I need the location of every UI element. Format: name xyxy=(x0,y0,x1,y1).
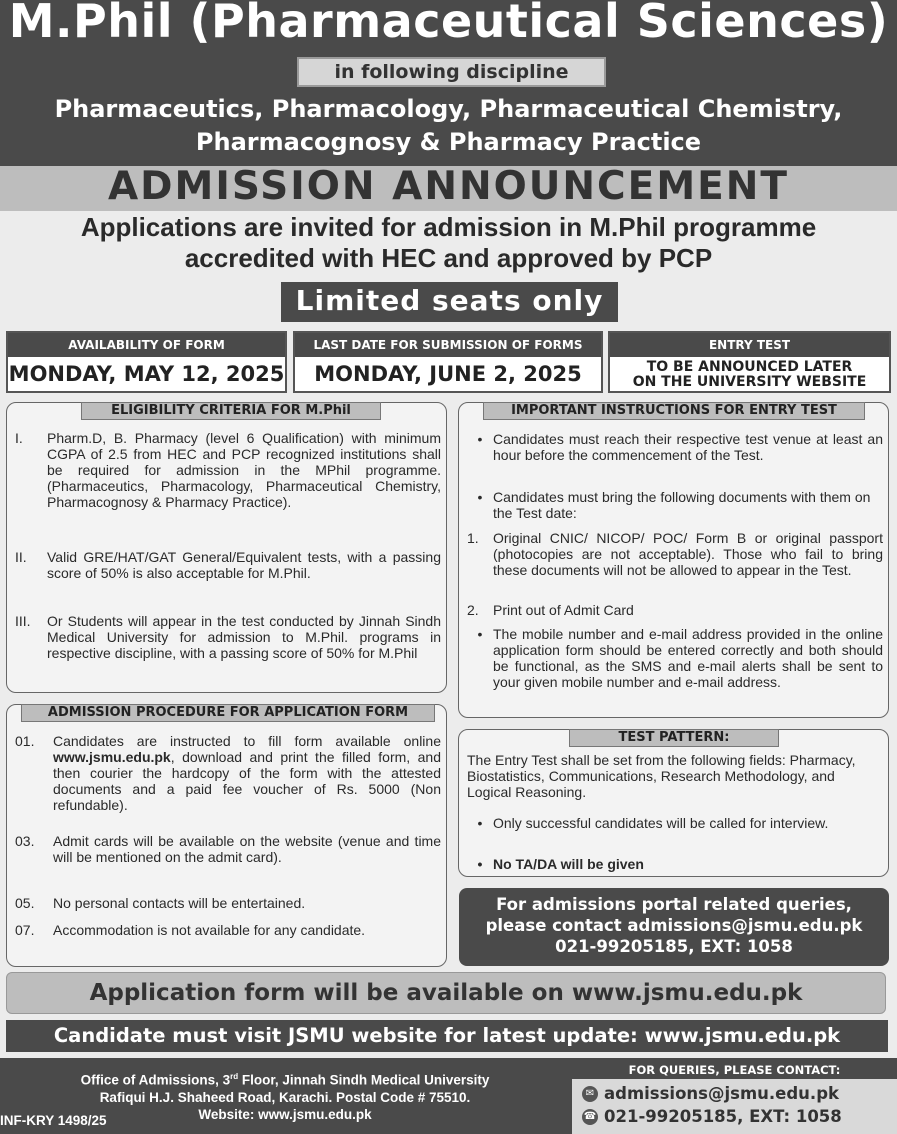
test-pattern-item xyxy=(467,856,883,872)
page-title: M.Phil (Pharmaceutical Sciences) xyxy=(8,0,889,48)
bullet-icon: • xyxy=(477,815,483,831)
instruction-text: The mobile number and e-mail address provided in the online application form should be entered correctly and both should be functional, as the SMS and e-mail alerts shall be sent to your given mobile number and e-mail address. xyxy=(493,626,883,690)
document-number: 2. xyxy=(467,602,479,618)
instruction-text: Candidates must reach their respective test venue at least an hour before the commencement of the Test. xyxy=(493,431,883,463)
queries-email-row[interactable] xyxy=(582,1084,892,1103)
entry-test-label: ENTRY TEST xyxy=(610,333,889,357)
eligibility-item-number: I. xyxy=(15,430,23,446)
queries-phone-row[interactable] xyxy=(582,1107,892,1126)
form-availability-date: MONDAY, MAY 12, 2025 xyxy=(8,362,285,386)
form-availability-box xyxy=(6,331,287,393)
procedure-item xyxy=(15,833,441,865)
test-pattern-item xyxy=(467,815,883,831)
portal-contact-line-3: 021-99205185, EXT: 1058 xyxy=(555,937,793,956)
entry-test-box xyxy=(608,331,891,393)
eligibility-item-text: Or Students will appear in the test conducted by Jinnah Sindh Medical University for admission to M.Phil. programs in respective discipline, with a passing score of 50% for M.Phil xyxy=(47,613,441,661)
bullet-icon: • xyxy=(477,856,483,872)
visit-website-banner: Candidate must visit JSMU website for latest update: www.jsmu.edu.pk xyxy=(6,1020,888,1052)
test-pattern-text: Only successful candidates will be called for interview. xyxy=(493,815,829,831)
procedure-item-text: , download and print the filled form, and then courier the hardcopy of the form with the attested documents and a paid fee voucher of Rs. 5000 (Non refundable). xyxy=(53,749,441,813)
street-address: Rafiqui H.J. Shaheed Road, Karachi. Postal Code # 75510. xyxy=(99,1089,471,1105)
portal-contact-line-2: please contact admissions@jsmu.edu.pk xyxy=(485,916,863,935)
eligibility-item xyxy=(15,613,441,661)
entry-test-value-line-1: TO BE ANNOUNCED LATER xyxy=(646,359,853,375)
test-pattern-intro: The Entry Test shall be set from the following fields: Pharmacy, Biostatistics, Communications, Research Methodology, and Logical Reasoning. xyxy=(467,752,856,800)
procedure-item xyxy=(15,895,441,911)
procedure-item-text: No personal contacts will be entertained. xyxy=(53,895,306,911)
document-item xyxy=(467,530,883,578)
queries-phone[interactable]: 021-99205185, EXT: 1058 xyxy=(604,1107,842,1126)
procedure-item-text: Admit cards will be available on the website (venue and time will be mentioned on the admit card). xyxy=(53,833,441,865)
form-availability-label: AVAILABILITY OF FORM xyxy=(8,333,285,357)
office-line: Floor, Jinnah Sindh Medical University xyxy=(238,1072,490,1088)
eligibility-item-text: Pharm.D, B. Pharmacy (level 6 Qualification) with minimum CGPA of 2.5 from HEC and PCP recognized institutions shall be required for admission in the MPhil programme. (Pharmaceutics, Pharmacology, Pharmaceutical Chemistry, Pharmacognosy & Pharmacy Practice). xyxy=(47,430,441,510)
bullet-icon: • xyxy=(477,431,483,447)
queries-heading: FOR QUERIES, PLEASE CONTACT: xyxy=(572,1061,897,1079)
document-item xyxy=(467,602,883,618)
jsmu-website-link[interactable]: www.jsmu.edu.pk xyxy=(53,749,171,765)
eligibility-item-text: Valid GRE/HAT/GAT General/Equivalent tests, with a passing score of 50% is also acceptable for M.Phil. xyxy=(47,549,441,581)
procedure-item-number: 03. xyxy=(15,833,35,849)
procedure-heading: ADMISSION PROCEDURE FOR APPLICATION FORM xyxy=(21,704,435,722)
bullet-icon: • xyxy=(477,626,483,642)
procedure-item-text: Accommodation is not available for any candidate. xyxy=(53,922,366,938)
bullet-icon: • xyxy=(477,489,483,505)
floor-suffix: rd xyxy=(230,1072,239,1081)
footer-website[interactable]: Website: www.jsmu.edu.pk xyxy=(198,1106,372,1122)
submission-deadline-date: MONDAY, JUNE 2, 2025 xyxy=(314,362,582,386)
disciplines-line-2: Pharmacognosy & Pharmacy Practice xyxy=(195,128,702,156)
entry-test-instructions-panel xyxy=(458,402,889,718)
invite-line-2: accredited with HEC and approved by PCP xyxy=(184,243,713,273)
procedure-panel xyxy=(6,704,447,967)
submission-deadline-label: LAST DATE FOR SUBMISSION OF FORMS xyxy=(295,333,601,357)
eligibility-heading: ELIGIBILITY CRITERIA FOR M.Phil xyxy=(81,402,381,420)
entry-test-value-line-2: ON THE UNIVERSITY WEBSITE xyxy=(632,374,867,390)
document-text: Print out of Admit Card xyxy=(493,602,634,618)
phone-icon: ☎ xyxy=(582,1109,598,1125)
eligibility-item xyxy=(15,430,441,510)
disciplines-line-1: Pharmaceutics, Pharmacology, Pharmaceutical Chemistry, xyxy=(54,95,843,123)
availability-banner: Application form will be available on www.jsmu.edu.pk xyxy=(6,972,886,1014)
instruction-text: Candidates must bring the following documents with them on the Test date: xyxy=(493,489,871,521)
discipline-label: in following discipline xyxy=(297,57,606,87)
announcement-heading: ADMISSION ANNOUNCEMENT xyxy=(107,164,790,209)
instructions-heading: IMPORTANT INSTRUCTIONS FOR ENTRY TEST xyxy=(483,402,865,420)
test-pattern-text: No TA/DA will be given xyxy=(493,856,644,872)
instruction-item xyxy=(467,431,883,463)
envelope-icon: ✉ xyxy=(582,1086,598,1102)
submission-deadline-box xyxy=(293,331,603,393)
eligibility-item xyxy=(15,549,441,581)
portal-contact-box xyxy=(459,888,889,966)
office-line: Office of Admissions, 3 xyxy=(80,1072,231,1088)
portal-contact-line-1: For admissions portal related queries, xyxy=(496,895,852,914)
procedure-item xyxy=(15,733,441,813)
procedure-item-number: 05. xyxy=(15,895,35,911)
procedure-item-number: 07. xyxy=(15,922,35,938)
procedure-item xyxy=(15,922,441,938)
eligibility-item-number: III. xyxy=(15,613,31,629)
instruction-item xyxy=(467,626,883,690)
instruction-item xyxy=(467,489,883,521)
document-text: Original CNIC/ NICOP/ POC/ Form B or original passport (photocopies are not acceptable). Those who fail to bring these documents will not be allowed to appear in the Test. xyxy=(493,530,883,578)
eligibility-panel xyxy=(6,402,447,693)
document-number: 1. xyxy=(467,530,479,546)
limited-seats-badge: Limited seats only xyxy=(281,282,618,322)
queries-email[interactable]: admissions@jsmu.edu.pk xyxy=(604,1084,839,1103)
test-pattern-heading: TEST PATTERN: xyxy=(569,729,779,747)
test-pattern-panel xyxy=(458,729,889,877)
procedure-item-text: Candidates are instructed to fill form available online xyxy=(53,733,441,749)
eligibility-item-number: II. xyxy=(15,549,27,565)
invite-line-1: Applications are invited for admission in M.Phil programme xyxy=(80,212,817,242)
procedure-item-number: 01. xyxy=(15,733,35,749)
reference-number: INF-KRY 1498/25 xyxy=(0,1113,107,1128)
